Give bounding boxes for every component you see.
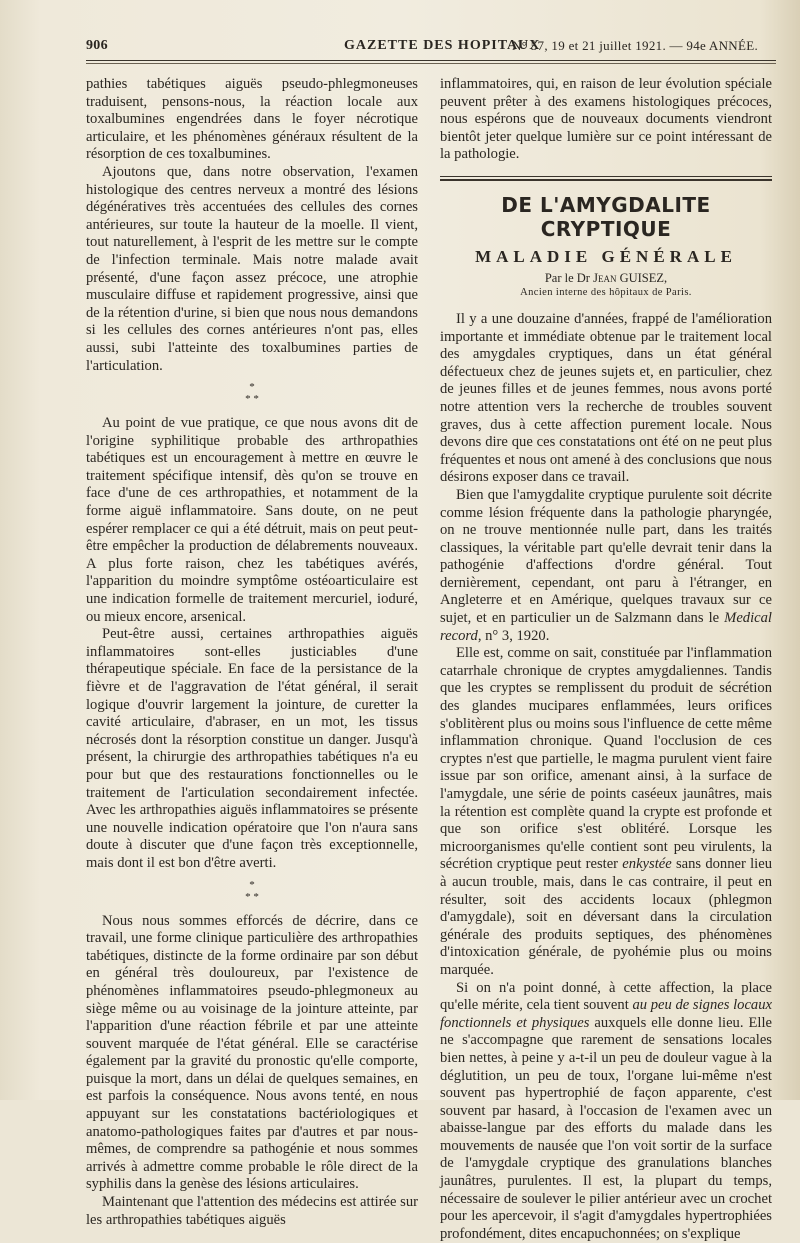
paragraph xyxy=(440,487,772,645)
right-column xyxy=(440,76,772,1243)
italic-text: enkystée xyxy=(622,856,672,873)
paragraph: inflammatoires, qui, en raison de leur évolution spéciale peuvent prêter à des examens histologiques précoces, nous espérons que de nouveaux documents viendront bientôt jeter quelque lumière sur ce point intéressant de la pathologie. xyxy=(440,76,772,163)
article-rule-thick xyxy=(440,179,772,181)
paragraph: pathies tabétiques aiguës pseudo-phlegmoneuses traduisent, pensons-nous, la réaction locale aux toxalbumines engendrées dans le foyer nécrotique articulaire, et les phénomènes généraux résultent de la résorption de ces toxalbumines. xyxy=(86,76,418,163)
header-rule xyxy=(86,60,776,61)
article-title: DE L'AMYGDALITE CRYPTIQUE xyxy=(501,192,711,241)
italic-text: au peu de signes locaux fonctionnels et physiques xyxy=(440,997,773,1031)
paragraph: Ajoutons que, dans notre observation, l'examen histologique des centres nerveux a montré des lésions dégénératives très accentuées des cellules des cornes antérieures, sur toute la hauteur de la moelle. Il vient, tout naturellement, à l'esprit de les mettre sur le compte de l'infection terminale. Mais notre malade avait présenté, d'une façon assez précoce, une atrophie musculaire diffuse et rapidement progressive, ainsi que de la rétention d'urine, si bien que nous nous demandons si les cellules des cornes antérieures n'ont pas, elles aussi, subi l'atteinte des toxalbumines parties de l'articulation. xyxy=(86,163,418,374)
byline-author: Jean GUISEZ, xyxy=(593,270,668,285)
paragraph xyxy=(440,645,772,979)
article-subtitle: MALADIE GÉNÉRALE xyxy=(475,246,737,266)
text-run: sans donner lieu à aucun trouble, mais, dans le cas contraire, il peut en résulter, soit des accidents locaux (phlegmon d'amygdale), soit en déversant dans la circulation générale des produits septiques, des phénomènes d'intoxication générale, de pyohémie plus ou moins marquée. xyxy=(440,856,772,978)
text-run: , n° 3, 1920. xyxy=(477,627,550,644)
page-header xyxy=(86,38,776,56)
author-affiliation: Ancien interne des hôpitaux de Paris. xyxy=(520,286,692,298)
article-rule xyxy=(440,176,772,177)
text-run: Elle est, comme on sait, constituée par l'inflammation catarrhale chronique de cryptes amygdaliennes. Tandis que les cryptes se remplissent du produit de sécrétion des glandes mucipares enflammées, leurs orifices s'oblitèrent plus ou moins sous l'influence de cette même inflammation chronique. Quand l'occlusion de ces cryptes n'est que partielle, le magma purulent vient faire issue par son orifice, amenant ainsi, à la surface de l'amygdale, une série de points caséeux jaunâtres, mais la rétention est complète quand la crypte est profonde et que son orifice s'est oblitéré. Lorsque les microorganismes qu'elle contient sont peu virulents, la sécrétion cryptique peut rester xyxy=(440,645,772,873)
text-run: auxquels elle donne lieu. Elle ne s'accompagne que rarement de sensations locales bien nettes, à peine y a-t-il un peu de douleur vague à la déglutition, un peu de toux, l'organe lui-même n'est souvent pas hypertrophié de façon apparente, c'est souvent par hasard, à l'occasion de l'examen avec un abaisse-langue par des efforts du malade dans les mouvements de nausée que l'on voit sortir de la surface de l'amygdale cryptique des granulations blanches jaunâtres, purulentes. Il est, la plupart du temps, nécessaire de soulever le pilier antérieur avec un crochet pour les apercevoir, il s'agit d'amygdales hypertrophiées profondément, dites encapuchonnées; on s'explique xyxy=(440,1014,772,1242)
section-separator: * * * xyxy=(245,381,259,406)
text-run: Bien que l'amygdalite cryptique purulente soit décrite comme lésion fréquente dans la pathologie pharyngée, on ne trouve mentionnée nulle part, dans les traités classiques, la véritable part qu'elle devrait tenir dans la pathogénie d'affections d'ordre général. Tout dernièrement, cependant, ont paru à l'étranger, en Angleterre et en Amérique, quelques travaux sur ce sujet, et en particulier un de Salzmann dans le xyxy=(440,486,772,627)
journal-title: GAZETTE DES HOPITAUX xyxy=(344,38,541,53)
issue-info: N° 57, 19 et 21 juillet 1921. — 94e ANNÉE. xyxy=(512,38,758,53)
header-rule-thin xyxy=(86,63,776,64)
byline-prefix: Par le Dr xyxy=(544,270,594,285)
paragraph: Au point de vue pratique, ce que nous avons dit de l'origine syphilitique probable des arthropathies tabétiques est un encouragement à mettre en œuvre le traitement spécifique intensif, dès qu'on se trouve en face d'une de ces arthropathies, et notamment de la forme aiguë inflammatoire. Sans doute, on ne peut espérer remplacer ce qui a été détruit, mais on peut peut-être empêcher la production de délabrements nouveaux. A plus forte raison, chez les tabétiques avérés, l'apparition du moindre symptôme ostéoarticulaire est une indication formelle de traitement mercuriel, ioduré, ou mieux encore, arsenical. xyxy=(86,415,418,625)
paragraph: Nous nous sommes efforcés de décrire, dans ce travail, une forme clinique particulière des arthropathies tabétiques, distincte de la forme ordinaire par son début en général très douloureux, par l'existence de phénomènes inflammatoires pseudo-phlegmoneux au siège même ou au voisinage de la jointure atteinte, par l'apparition d'une réaction fébrile et par une atteinte souvent marquée de l'état général. Elle se caractérise également par la gravité du pronostic qu'elle comporte, puisque la mort, dans un délai de quelques semaines, en est parfois la conséquence. Nous avons tenté, en nous appuyant sur les constatations bactériologiques et anatomo-pathologiques faites par d'autres et par nous-mêmes, de comprendre sa pathogénie et nous sommes arrivés à admettre comme probable le rôle direct de la syphilis dans la genèse des lésions articulaires. xyxy=(86,912,418,1193)
paragraph: Peut-être aussi, certaines arthropathies aiguës inflammatoires sont-elles justiciables d'une thérapeutique spéciale. En face de la persistance de la fièvre et de l'aggravation de l'état général, il serait logique d'ouvrir largement la jointure, de curetter la cavité articulaire, d'abraser, en un mot, les tissus nécrosés dont la résorption constitue un danger. Jusqu'à présent, la chirurgie des arthropathies tabétiques n'a eu pour but que des restaurations fonctionnelles ou le traitement de l'articulation secondairement infectée. Avec les arthropathies aiguës inflammatoires se présente une nouvelle indication opératoire que l'on n'aura sans doute à discuter que d'une façon très exceptionnelle, mais dont il est bon d'être averti. xyxy=(86,626,418,871)
paragraph: Maintenant que l'attention des médecins est attirée sur les arthropathies tabétiques aiguës xyxy=(86,1194,418,1228)
text-run: Si on n'a point donné, à cette affection, la place qu'elle mérite, cela tient souvent xyxy=(440,979,772,1014)
left-column xyxy=(86,76,418,1229)
byline xyxy=(440,271,772,286)
italic-text: Medical record xyxy=(440,610,772,644)
section-separator: * * * xyxy=(245,878,259,903)
page-number: 906 xyxy=(86,38,108,53)
paragraph: Il y a une douzaine d'années, frappé de l'amélioration importante et immédiate obtenue par le traitement local des amygdales cryptiques, dans un état général défectueux chez de jeunes sujets et, en particulier, chez de jeunes filles et de jeunes femmes, nous avons porté notre attention vers la recherche de troubles souvent graves, dus à cette affection purement locale. Nous devons dire que ces constatations ont été on ne peut plus fréquentes et nous ont amené à des conclusions que nous désirons exposer dans ce travail. xyxy=(440,310,772,486)
paragraph xyxy=(440,980,772,1243)
